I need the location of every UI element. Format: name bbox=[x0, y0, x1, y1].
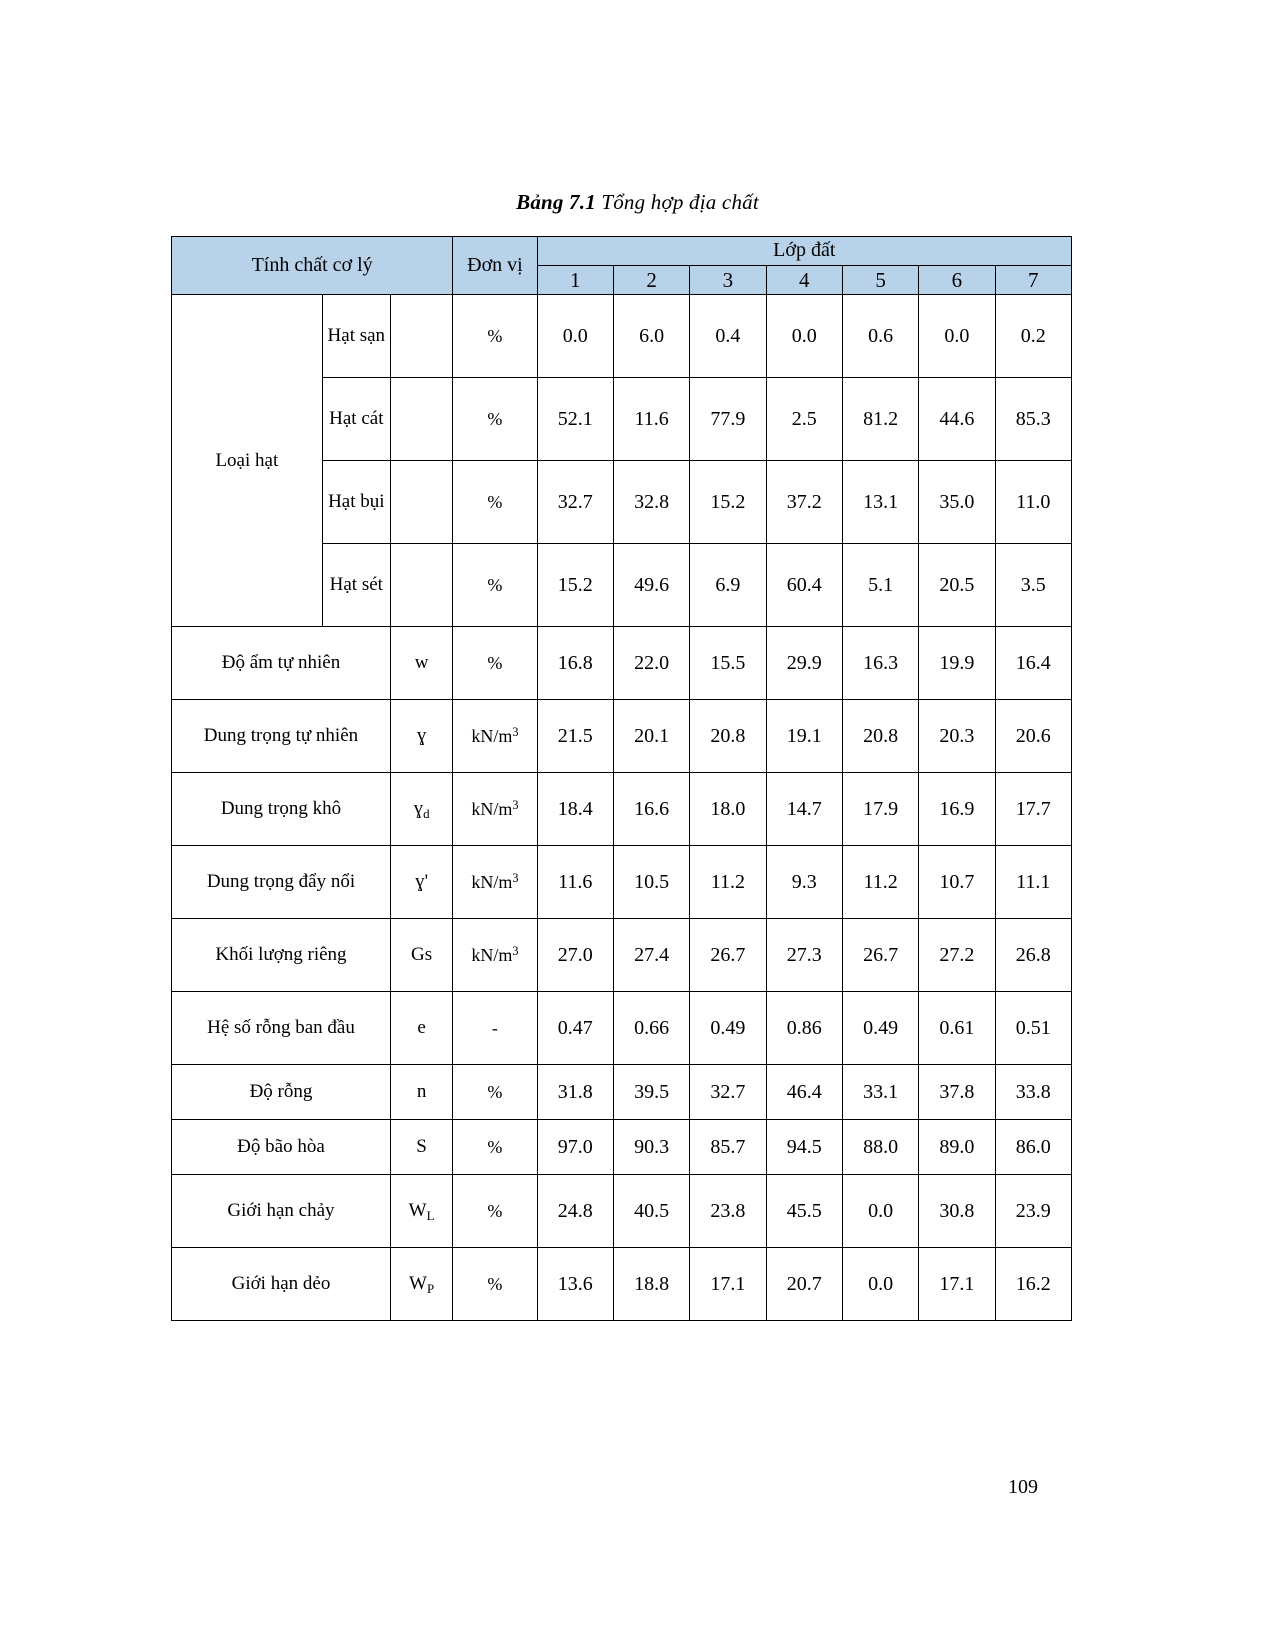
cell-layer-1: 15.2 bbox=[537, 544, 613, 627]
table-caption-label: Bảng 7.1 bbox=[516, 190, 596, 214]
cell-layer-3: 17.1 bbox=[690, 1248, 766, 1321]
cell-layer-5: 20.8 bbox=[842, 700, 918, 773]
cell-layer-6: 35.0 bbox=[919, 461, 995, 544]
cell-layer-2: 39.5 bbox=[613, 1065, 689, 1120]
row-symbol: n bbox=[390, 1065, 452, 1120]
cell-layer-5: 13.1 bbox=[842, 461, 918, 544]
cell-layer-4: 94.5 bbox=[766, 1120, 842, 1175]
cell-layer-5: 17.9 bbox=[842, 773, 918, 846]
row-symbol: S bbox=[390, 1120, 452, 1175]
cell-layer-3: 23.8 bbox=[690, 1175, 766, 1248]
cell-layer-5: 16.3 bbox=[842, 627, 918, 700]
row-unit: % bbox=[453, 295, 537, 378]
cell-layer-6: 89.0 bbox=[919, 1120, 995, 1175]
cell-layer-7: 3.5 bbox=[995, 544, 1071, 627]
row-label: Dung trọng tự nhiên bbox=[172, 700, 391, 773]
cell-layer-2: 10.5 bbox=[613, 846, 689, 919]
row-group-label-loai-hat: Loại hạt bbox=[172, 295, 323, 627]
cell-layer-6: 19.9 bbox=[919, 627, 995, 700]
cell-layer-7: 11.0 bbox=[995, 461, 1071, 544]
cell-layer-2: 0.66 bbox=[613, 992, 689, 1065]
cell-layer-1: 18.4 bbox=[537, 773, 613, 846]
header-layer-1: 1 bbox=[537, 265, 613, 295]
cell-layer-7: 0.2 bbox=[995, 295, 1071, 378]
cell-layer-1: 21.5 bbox=[537, 700, 613, 773]
header-layer-6: 6 bbox=[919, 265, 995, 295]
cell-layer-5: 11.2 bbox=[842, 846, 918, 919]
cell-layer-5: 88.0 bbox=[842, 1120, 918, 1175]
row-sub-label: Hạt sạn bbox=[322, 295, 390, 378]
cell-layer-3: 6.9 bbox=[690, 544, 766, 627]
row-unit: - bbox=[453, 992, 537, 1065]
cell-layer-7: 23.9 bbox=[995, 1175, 1071, 1248]
cell-layer-5: 81.2 bbox=[842, 378, 918, 461]
cell-layer-7: 17.7 bbox=[995, 773, 1071, 846]
cell-layer-3: 77.9 bbox=[690, 378, 766, 461]
row-label: Dung trọng khô bbox=[172, 773, 391, 846]
cell-layer-1: 27.0 bbox=[537, 919, 613, 992]
page-number: 109 bbox=[1008, 1476, 1038, 1498]
cell-layer-7: 11.1 bbox=[995, 846, 1071, 919]
header-unit: Đơn vị bbox=[453, 237, 537, 295]
header-property: Tính chất cơ lý bbox=[172, 237, 453, 295]
table-caption-text: Tổng hợp địa chất bbox=[595, 190, 759, 214]
table-row bbox=[172, 1175, 1072, 1248]
row-symbol: w bbox=[390, 627, 452, 700]
header-layer-2: 2 bbox=[613, 265, 689, 295]
cell-layer-6: 44.6 bbox=[919, 378, 995, 461]
cell-layer-3: 32.7 bbox=[690, 1065, 766, 1120]
cell-layer-1: 52.1 bbox=[537, 378, 613, 461]
row-sub-label: Hạt cát bbox=[322, 378, 390, 461]
cell-layer-5: 26.7 bbox=[842, 919, 918, 992]
cell-layer-6: 30.8 bbox=[919, 1175, 995, 1248]
row-label: Giới hạn chảy bbox=[172, 1175, 391, 1248]
row-symbol: e bbox=[390, 992, 452, 1065]
cell-layer-2: 6.0 bbox=[613, 295, 689, 378]
row-symbol bbox=[390, 378, 452, 461]
cell-layer-7: 16.2 bbox=[995, 1248, 1071, 1321]
row-label: Dung trọng đẩy nổi bbox=[172, 846, 391, 919]
table-row bbox=[172, 773, 1072, 846]
table-row bbox=[172, 846, 1072, 919]
header-layer-7: 7 bbox=[995, 265, 1071, 295]
cell-layer-5: 0.0 bbox=[842, 1175, 918, 1248]
row-symbol bbox=[390, 461, 452, 544]
cell-layer-7: 0.51 bbox=[995, 992, 1071, 1065]
cell-layer-3: 11.2 bbox=[690, 846, 766, 919]
row-symbol: ɣ bbox=[390, 700, 452, 773]
cell-layer-4: 9.3 bbox=[766, 846, 842, 919]
cell-layer-7: 26.8 bbox=[995, 919, 1071, 992]
table-row bbox=[172, 295, 1072, 378]
cell-layer-5: 33.1 bbox=[842, 1065, 918, 1120]
header-layer-3: 3 bbox=[690, 265, 766, 295]
cell-layer-3: 85.7 bbox=[690, 1120, 766, 1175]
row-label: Độ bão hòa bbox=[172, 1120, 391, 1175]
cell-layer-6: 0.0 bbox=[919, 295, 995, 378]
header-layer-4: 4 bbox=[766, 265, 842, 295]
table-row bbox=[172, 1120, 1072, 1175]
cell-layer-5: 5.1 bbox=[842, 544, 918, 627]
cell-layer-4: 14.7 bbox=[766, 773, 842, 846]
cell-layer-3: 0.4 bbox=[690, 295, 766, 378]
row-symbol bbox=[390, 295, 452, 378]
cell-layer-4: 27.3 bbox=[766, 919, 842, 992]
cell-layer-3: 0.49 bbox=[690, 992, 766, 1065]
table-caption bbox=[0, 190, 1275, 215]
cell-layer-4: 19.1 bbox=[766, 700, 842, 773]
cell-layer-6: 37.8 bbox=[919, 1065, 995, 1120]
row-symbol bbox=[390, 544, 452, 627]
cell-layer-3: 15.5 bbox=[690, 627, 766, 700]
cell-layer-5: 0.0 bbox=[842, 1248, 918, 1321]
cell-layer-1: 0.47 bbox=[537, 992, 613, 1065]
cell-layer-1: 11.6 bbox=[537, 846, 613, 919]
row-symbol: $W_P$ bbox=[390, 1248, 452, 1321]
row-symbol: $W_L$ bbox=[390, 1175, 452, 1248]
table-row bbox=[172, 1248, 1072, 1321]
cell-layer-4: 45.5 bbox=[766, 1175, 842, 1248]
row-label: Độ ẩm tự nhiên bbox=[172, 627, 391, 700]
row-label: Độ rỗng bbox=[172, 1065, 391, 1120]
cell-layer-4: 60.4 bbox=[766, 544, 842, 627]
cell-layer-1: 0.0 bbox=[537, 295, 613, 378]
row-unit: % bbox=[453, 378, 537, 461]
cell-layer-4: 29.9 bbox=[766, 627, 842, 700]
table-row bbox=[172, 992, 1072, 1065]
cell-layer-1: 32.7 bbox=[537, 461, 613, 544]
cell-layer-2: 11.6 bbox=[613, 378, 689, 461]
cell-layer-1: 13.6 bbox=[537, 1248, 613, 1321]
cell-layer-2: 40.5 bbox=[613, 1175, 689, 1248]
row-unit: $kN/m^3$ bbox=[453, 919, 537, 992]
cell-layer-2: 27.4 bbox=[613, 919, 689, 992]
cell-layer-4: 20.7 bbox=[766, 1248, 842, 1321]
header-layer-group: Lớp đất bbox=[537, 237, 1071, 266]
cell-layer-2: 49.6 bbox=[613, 544, 689, 627]
table-row bbox=[172, 700, 1072, 773]
table-row bbox=[172, 627, 1072, 700]
cell-layer-2: 90.3 bbox=[613, 1120, 689, 1175]
cell-layer-5: 0.49 bbox=[842, 992, 918, 1065]
cell-layer-7: 16.4 bbox=[995, 627, 1071, 700]
table-body bbox=[172, 295, 1072, 1321]
cell-layer-1: 24.8 bbox=[537, 1175, 613, 1248]
row-unit: % bbox=[453, 1248, 537, 1321]
cell-layer-4: 0.86 bbox=[766, 992, 842, 1065]
cell-layer-4: 46.4 bbox=[766, 1065, 842, 1120]
row-unit: % bbox=[453, 1175, 537, 1248]
cell-layer-3: 26.7 bbox=[690, 919, 766, 992]
row-symbol: ɣ' bbox=[390, 846, 452, 919]
table-header bbox=[172, 237, 1072, 295]
row-unit: % bbox=[453, 544, 537, 627]
cell-layer-1: 16.8 bbox=[537, 627, 613, 700]
table-header-row-1 bbox=[172, 237, 1072, 266]
header-layer-5: 5 bbox=[842, 265, 918, 295]
row-unit: % bbox=[453, 1120, 537, 1175]
row-sub-label: Hạt sét bbox=[322, 544, 390, 627]
cell-layer-1: 97.0 bbox=[537, 1120, 613, 1175]
cell-layer-5: 0.6 bbox=[842, 295, 918, 378]
cell-layer-4: 2.5 bbox=[766, 378, 842, 461]
cell-layer-3: 20.8 bbox=[690, 700, 766, 773]
row-label: Giới hạn dẻo bbox=[172, 1248, 391, 1321]
cell-layer-2: 20.1 bbox=[613, 700, 689, 773]
cell-layer-4: 37.2 bbox=[766, 461, 842, 544]
cell-layer-7: 20.6 bbox=[995, 700, 1071, 773]
cell-layer-7: 85.3 bbox=[995, 378, 1071, 461]
cell-layer-6: 16.9 bbox=[919, 773, 995, 846]
cell-layer-2: 16.6 bbox=[613, 773, 689, 846]
row-symbol: Gs bbox=[390, 919, 452, 992]
cell-layer-3: 18.0 bbox=[690, 773, 766, 846]
row-unit: $kN/m^3$ bbox=[453, 773, 537, 846]
cell-layer-2: 18.8 bbox=[613, 1248, 689, 1321]
cell-layer-4: 0.0 bbox=[766, 295, 842, 378]
row-label: Khối lượng riêng bbox=[172, 919, 391, 992]
table-row bbox=[172, 1065, 1072, 1120]
cell-layer-7: 86.0 bbox=[995, 1120, 1071, 1175]
row-unit: % bbox=[453, 1065, 537, 1120]
cell-layer-6: 0.61 bbox=[919, 992, 995, 1065]
row-sub-label: Hạt bụi bbox=[322, 461, 390, 544]
cell-layer-2: 32.8 bbox=[613, 461, 689, 544]
geology-summary-table bbox=[171, 236, 1072, 1321]
cell-layer-1: 31.8 bbox=[537, 1065, 613, 1120]
cell-layer-6: 20.3 bbox=[919, 700, 995, 773]
table-row bbox=[172, 919, 1072, 992]
cell-layer-6: 17.1 bbox=[919, 1248, 995, 1321]
row-unit: $kN/m^3$ bbox=[453, 846, 537, 919]
row-unit: $kN/m^3$ bbox=[453, 700, 537, 773]
cell-layer-6: 10.7 bbox=[919, 846, 995, 919]
row-symbol: ɣ$_d$ bbox=[390, 773, 452, 846]
cell-layer-6: 27.2 bbox=[919, 919, 995, 992]
row-unit: % bbox=[453, 461, 537, 544]
cell-layer-7: 33.8 bbox=[995, 1065, 1071, 1120]
cell-layer-2: 22.0 bbox=[613, 627, 689, 700]
row-unit: % bbox=[453, 627, 537, 700]
cell-layer-6: 20.5 bbox=[919, 544, 995, 627]
row-label: Hệ số rỗng ban đầu bbox=[172, 992, 391, 1065]
cell-layer-3: 15.2 bbox=[690, 461, 766, 544]
